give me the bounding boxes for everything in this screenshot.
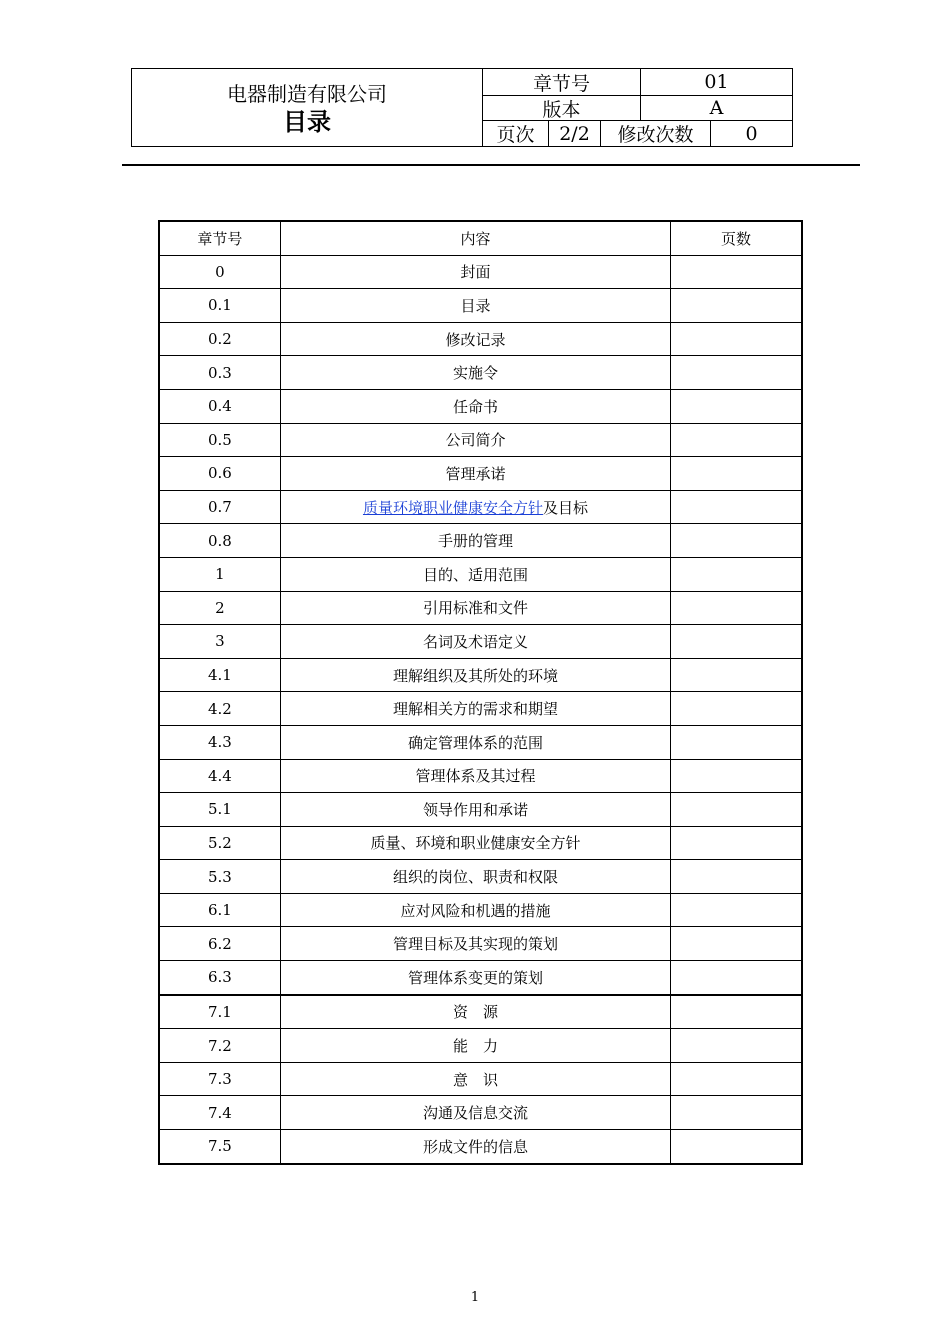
row-content: 确定管理体系的范围 (280, 725, 670, 759)
table-row (159, 759, 802, 793)
header-pages: 页数 (671, 221, 802, 255)
row-pages (671, 927, 802, 961)
row-section: 7.2 (159, 1029, 280, 1063)
row-content: 封面 (280, 255, 670, 289)
document-title: 目录 (283, 108, 331, 136)
row-content: 意 识 (280, 1062, 670, 1096)
row-content: 引用标准和文件 (280, 591, 670, 625)
header-row-page (483, 121, 792, 146)
table-row (159, 793, 802, 827)
row-content: 组织的岗位、职责和权限 (280, 860, 670, 894)
row-section: 6.3 (159, 961, 280, 995)
revision-value: 0 (745, 122, 758, 145)
row-section: 0.3 (159, 356, 280, 390)
row-section: 5.1 (159, 793, 280, 827)
row-content: 实施令 (280, 356, 670, 390)
row-content: 沟通及信息交流 (280, 1096, 670, 1130)
header-info-grid (483, 69, 792, 146)
row-pages (671, 625, 802, 659)
page-number: 1 (470, 1290, 480, 1305)
row-pages (671, 356, 802, 390)
row-content: 名词及术语定义 (280, 625, 670, 659)
table-row (159, 1130, 802, 1164)
row-pages (671, 524, 802, 558)
header-section: 章节号 (159, 221, 280, 255)
table-header-row (159, 221, 802, 255)
row-content: 目的、适用范围 (280, 557, 670, 591)
row-content: 应对风险和机遇的措施 (280, 893, 670, 927)
table-row (159, 725, 802, 759)
row-pages (671, 658, 802, 692)
row-section: 7.4 (159, 1096, 280, 1130)
row-content: 手册的管理 (280, 524, 670, 558)
table-row (159, 389, 802, 423)
row-pages (671, 692, 802, 726)
page-label: 页次 (483, 121, 549, 146)
row-content (280, 490, 670, 524)
row-pages (671, 389, 802, 423)
row-pages (671, 793, 802, 827)
row-section: 7.3 (159, 1062, 280, 1096)
table-row (159, 289, 802, 323)
row-pages (671, 490, 802, 524)
row-content: 管理体系变更的策划 (280, 961, 670, 995)
row-section: 0.6 (159, 457, 280, 491)
table-row (159, 995, 802, 1029)
table-row (159, 255, 802, 289)
row-section: 4.4 (159, 759, 280, 793)
table-row (159, 1062, 802, 1096)
row-content: 修改记录 (280, 322, 670, 356)
row-pages (671, 289, 802, 323)
table-row (159, 927, 802, 961)
header-divider (122, 164, 860, 166)
table-row (159, 591, 802, 625)
row-content: 领导作用和承诺 (280, 793, 670, 827)
table-row (159, 961, 802, 995)
table-row (159, 625, 802, 659)
row-pages (671, 860, 802, 894)
table-row (159, 1096, 802, 1130)
version-label: 版本 (483, 96, 641, 120)
page-value: 2/2 (549, 121, 601, 146)
row-content: 管理承诺 (280, 457, 670, 491)
contents-table (158, 220, 803, 1165)
row-section: 0.1 (159, 289, 280, 323)
row-pages (671, 557, 802, 591)
table-row (159, 490, 802, 524)
company-name: 电器制造有限公司 (227, 82, 387, 106)
table-row (159, 457, 802, 491)
row-pages (671, 995, 802, 1029)
table-row (159, 826, 802, 860)
row-section: 2 (159, 591, 280, 625)
table-row (159, 322, 802, 356)
row-content: 质量、环境和职业健康安全方针 (280, 826, 670, 860)
row-pages (671, 826, 802, 860)
row-pages (671, 322, 802, 356)
content-text: 及目标 (542, 498, 588, 517)
row-section: 4.2 (159, 692, 280, 726)
row-content: 能 力 (280, 1029, 670, 1063)
row-content: 任命书 (280, 389, 670, 423)
header-row-chapter (483, 69, 792, 96)
row-section: 0.5 (159, 423, 280, 457)
row-section: 3 (159, 625, 280, 659)
row-section: 7.5 (159, 1130, 280, 1164)
row-content: 管理目标及其实现的策划 (280, 927, 670, 961)
row-pages (671, 1096, 802, 1130)
version-value: A (709, 97, 724, 119)
row-pages (671, 759, 802, 793)
row-section: 0.2 (159, 322, 280, 356)
row-pages (671, 1062, 802, 1096)
table-row (159, 893, 802, 927)
row-content: 公司简介 (280, 423, 670, 457)
header-title-block (132, 69, 483, 146)
table-row (159, 356, 802, 390)
row-section: 0.7 (159, 490, 280, 524)
table-row (159, 557, 802, 591)
row-content: 理解相关方的需求和期望 (280, 692, 670, 726)
row-section: 0.4 (159, 389, 280, 423)
row-pages (671, 893, 802, 927)
row-pages (671, 457, 802, 491)
table-row (159, 692, 802, 726)
row-section: 4.1 (159, 658, 280, 692)
row-section: 0 (159, 255, 280, 289)
row-section: 1 (159, 557, 280, 591)
chapter-value: 01 (704, 71, 729, 93)
row-pages (671, 255, 802, 289)
row-pages (671, 1029, 802, 1063)
row-pages (671, 423, 802, 457)
header-content: 内容 (280, 221, 670, 255)
table-body (159, 255, 802, 1164)
row-section: 6.1 (159, 893, 280, 927)
row-section: 0.8 (159, 524, 280, 558)
row-content: 理解组织及其所处的环境 (280, 658, 670, 692)
row-pages (671, 591, 802, 625)
table-row (159, 423, 802, 457)
table-row (159, 658, 802, 692)
row-content: 管理体系及其过程 (280, 759, 670, 793)
row-content: 目录 (280, 289, 670, 323)
row-pages (671, 1130, 802, 1164)
row-section: 7.1 (159, 995, 280, 1029)
row-section: 4.3 (159, 725, 280, 759)
row-content: 形成文件的信息 (280, 1130, 670, 1164)
row-section: 6.2 (159, 927, 280, 961)
revision-label: 修改次数 (601, 121, 711, 146)
table-row (159, 860, 802, 894)
table-row (159, 1029, 802, 1063)
row-pages (671, 961, 802, 995)
content-link[interactable]: 质量环境职业健康安全方针 (362, 498, 543, 517)
header-row-version (483, 96, 792, 121)
chapter-label: 章节号 (483, 69, 641, 95)
row-section: 5.3 (159, 860, 280, 894)
row-pages (671, 725, 802, 759)
table-row (159, 524, 802, 558)
document-header (131, 68, 793, 147)
row-section: 5.2 (159, 826, 280, 860)
row-content: 资 源 (280, 995, 670, 1029)
